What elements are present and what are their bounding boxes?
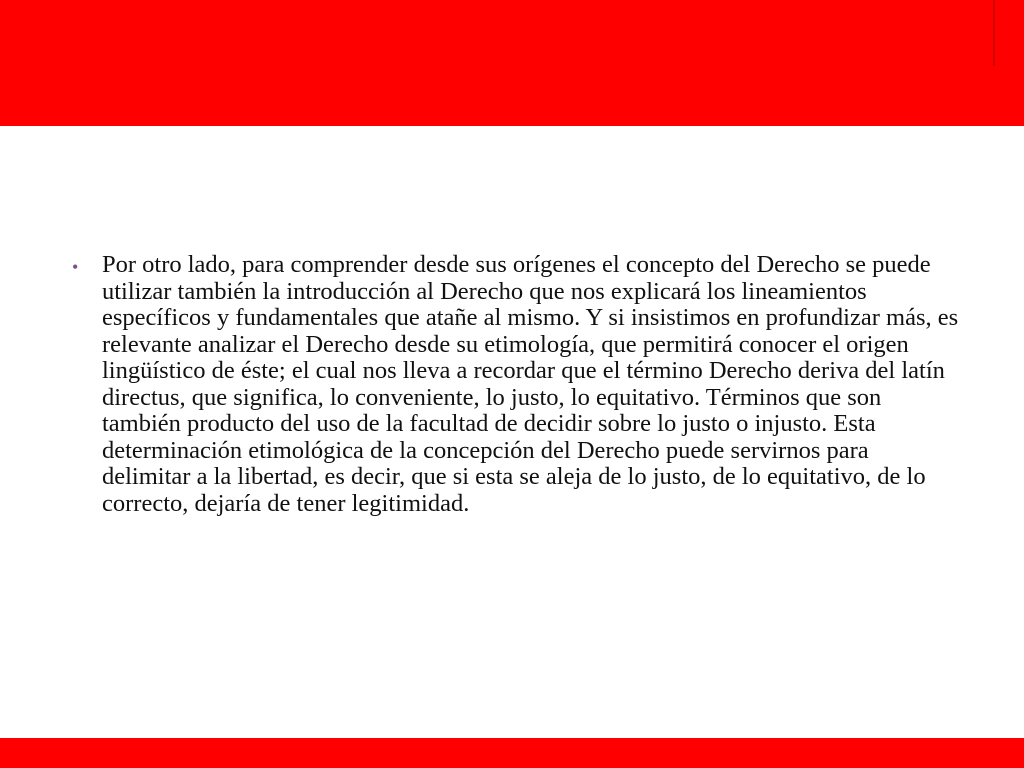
top-red-band (0, 0, 1024, 126)
bullet-icon: • (72, 257, 79, 277)
top-band-divider (993, 0, 995, 66)
bullet-item (72, 252, 962, 517)
bullet-paragraph: Por otro lado, para comprender desde sus orígenes el concepto del Derecho se puede utilizar también la introducción al Derecho que nos explicará los lineamientos específicos y fundamentales que atañe al mismo. Y si insistimos en profundizar más, es relevante analizar el Derecho desde su etimología, que permitirá conocer el origen lingüístico de éste; el cual nos lleva a recordar que el término Derecho deriva del latín directus, que significa, lo conveniente, lo justo, lo equitativo. Términos que son también producto del uso de la facultad de decidir sobre lo justo o injusto. Esta determinación etimológica de la concepción del Derecho puede servirnos para delimitar a la libertad, es decir, que si esta se aleja de lo justo, de lo equitativo, de lo correcto, dejaría de tener legitimidad. (102, 251, 959, 517)
bottom-red-band (0, 738, 1024, 768)
slide-content (72, 252, 962, 517)
